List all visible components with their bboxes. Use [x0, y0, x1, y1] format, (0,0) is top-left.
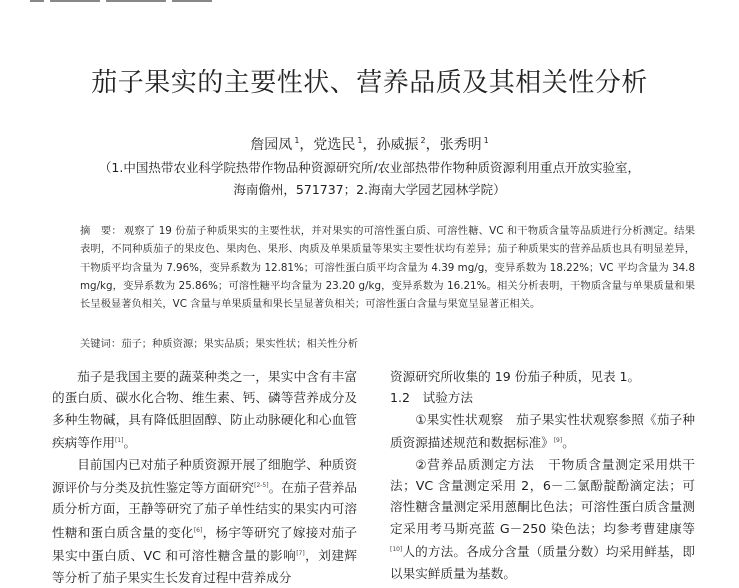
author-list: 詹园凤 $^1$，党选民 $^1$，孙威振 $^2$，张秀明 $^1$	[250, 136, 489, 153]
paragraph-text: 茄子是我国主要的蔬菜种类之一，果实中含有丰富的蛋白质、碳水化合物、维生素、钙、磷等营养成分及多种生物碱，具有降低胆固醇、防止动脉硬化和心血管疾病等作用	[52, 369, 357, 451]
paper-title: 茄子果实的主要性状、营养品质及其相关性分析	[91, 68, 648, 98]
paragraph-text: ，杨宇等研究了嫁接对茄子果实中蛋白质、VC 和可溶性糖含量的影响	[52, 524, 358, 564]
body-paragraph: 资源研究所收集的 19 份茄子种质，见表 1。	[390, 369, 641, 384]
citation-ref: [2-5]	[254, 482, 269, 490]
paragraph-text: 目前国内已对茄子种质资源开展了细胞学、种质资源评价与分类及抗性鉴定等方面研究	[52, 456, 357, 496]
header-rule	[30, 0, 270, 3]
author-affil-mark: 1	[483, 136, 489, 145]
paragraph-text: 。	[562, 435, 575, 451]
author-affil-mark: 2	[420, 136, 426, 145]
affiliation-line-1: （1.中国热带农业科学院热带作物品种资源研究所/农业部热带作物种质资源利用重点开放实验室，	[98, 160, 641, 175]
affiliation-line-2: 海南儋州，571737；2.海南大学园艺园林学院）	[233, 182, 506, 197]
body-column-left	[52, 366, 357, 588]
citation-ref: [1]	[114, 437, 124, 445]
section-heading: 1.2 试验方法	[390, 390, 473, 406]
keywords-label: 关键词：	[80, 338, 122, 350]
abstract-text: 观察了 19 份茄子种质果实的主要性状，并对果实的可溶性蛋白质、可溶性糖、VC 和干物质含量等品质进行分析测定。结果表明，不同种质茄子的果皮色、果肉色、果形、肉质及单果质量等果实主要性状均有差异；茄子种质果实的营养品质也具有明显差异，干物质平均含量为 7.96%，变异系数为 12.81%；可溶性蛋白质平均含量为 4.39 mg/g，变异系数为 18.22%；VC 平均含量为 34.8 mg/kg，变异系数为 25.86%；可溶性糖平均含量为 23.20 g/kg，变异系数为 16.21%。相关分析表明，干物质含量与单果质量和果长呈极显著负相关，VC 含量与单果质量和果长呈显著负相关；可溶性蛋白含量与果宽呈显著正相关。	[80, 225, 696, 311]
keywords	[80, 335, 695, 350]
paragraph-text: ①果实性状观察 茄子果实性状观察参照《茄子种质资源描述规范和数据标准》	[390, 411, 695, 451]
citation-ref: [6]	[193, 526, 203, 534]
abstract	[80, 222, 695, 313]
author-name: 詹园凤	[250, 137, 293, 153]
keywords-text: 茄子；种质资源；果实品质；果实性状；相关性分析	[121, 338, 359, 350]
citation-ref: [7]	[296, 550, 305, 558]
author-name: 孙威振	[376, 137, 419, 153]
paragraph-text: ，刘建辉等分析了茄子果实生长发育过程中营养成分	[52, 548, 357, 585]
citation-ref: [9]	[553, 437, 563, 445]
body-paragraph	[52, 366, 357, 454]
body-column-right	[390, 366, 695, 584]
author-name: 党选民	[313, 137, 356, 153]
paragraph-text: 。	[123, 435, 137, 451]
paragraph-text: 人的方法。各成分含量（质量分数）均采用鲜基，即以果实鲜质量为基数。	[390, 544, 695, 581]
body-paragraph	[390, 454, 695, 584]
paragraph-text: 。在茄子营养品质分析方面，王静等研究了茄子单性结实的果实内可溶性糖和蛋白质含量的变化	[52, 480, 358, 540]
author-affil-mark: 1	[294, 136, 300, 145]
author-affil-mark: 1	[357, 136, 363, 145]
body-paragraph	[52, 454, 357, 588]
author-name: 张秀明	[439, 137, 482, 153]
paragraph-text: ②营养品质测定方法 干物质含量测定采用烘干法；VC 含量测定采用 2，6－二氯酚靛酚滴定法；可溶性糖含量测定采用蒽酮比色法；可溶性蛋白质含量测定采用考马斯亮蓝 G－250 染色法；均参考曹建康等	[390, 456, 695, 536]
citation-ref: [10]	[390, 546, 403, 554]
abstract-label: 摘 要：	[80, 225, 122, 237]
body-paragraph	[390, 409, 695, 454]
